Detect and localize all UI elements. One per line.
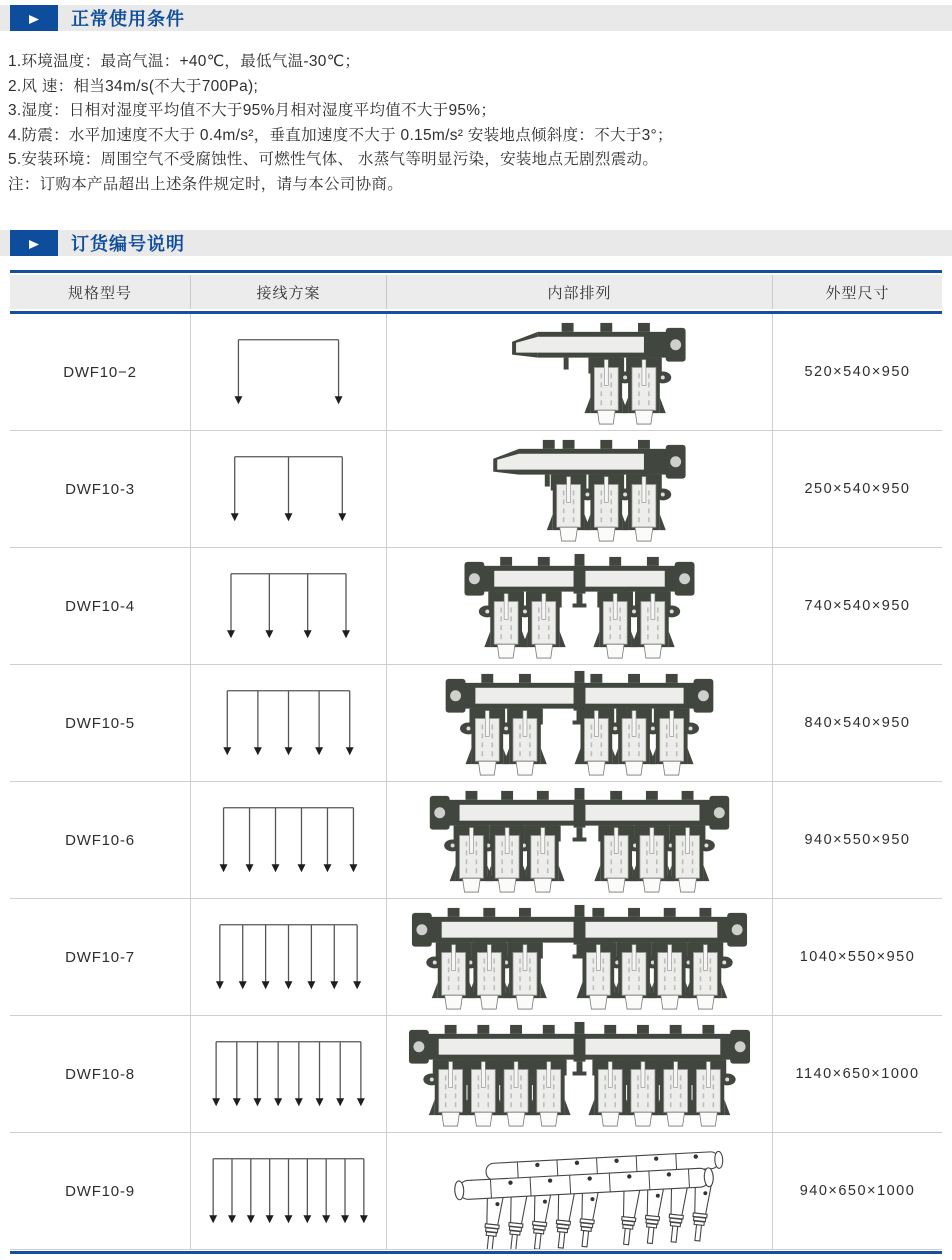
- wiring-cell: [190, 314, 386, 430]
- wiring-cell: [190, 431, 386, 547]
- wiring-svg: [191, 899, 386, 1015]
- arrangement-cell: [386, 782, 772, 898]
- dimensions-cell: [772, 665, 942, 781]
- arrangement-cell: [386, 1133, 772, 1249]
- condition-line: 3.湿度：日相对湿度平均值不大于95%月相对湿度平均值不大于95%；: [8, 102, 497, 119]
- arrangement-cell: [386, 431, 772, 547]
- wiring-cell: [190, 782, 386, 898]
- model-label: DWF10-6: [65, 831, 135, 849]
- condition-line: 2.风 速：相当34m/s(不大于700Pa);: [8, 77, 259, 95]
- usage-conditions-list: [8, 50, 944, 197]
- dimensions-cell: [772, 1133, 942, 1249]
- arrangement-cell: [386, 314, 772, 430]
- dimensions-label: 1140×650×1000: [795, 1066, 920, 1082]
- product-illustration: [387, 1133, 772, 1249]
- model-label: DWF10−2: [63, 363, 137, 381]
- product-illustration: [387, 1016, 772, 1132]
- table-row-dwf10-9: [10, 1133, 942, 1250]
- wiring-diagram: [191, 782, 386, 898]
- section-marker: [10, 230, 58, 256]
- illustration-svg: [387, 314, 772, 430]
- wiring-cell: [190, 899, 386, 1015]
- dimensions-label: 940×550×950: [804, 832, 911, 848]
- dimensions-label: 840×540×950: [804, 715, 911, 731]
- header-dimensions: 外型尺寸: [772, 275, 942, 309]
- section-header-ordering: [0, 230, 952, 256]
- condition-line: 4.防震：水平加速度不大于 0.4m/s²，垂直加速度不大于 0.15m/s² 安装地点倾斜度：不大于3°；: [8, 126, 673, 144]
- model-label: DWF10-4: [65, 597, 135, 615]
- table-row-dwf10-3: [10, 431, 942, 548]
- model-cell: [10, 1133, 190, 1249]
- table-top-border: [10, 270, 942, 273]
- dimensions-label: 740×540×950: [804, 598, 911, 614]
- model-label: DWF10-9: [65, 1182, 135, 1200]
- table-row-dwf10-2: [10, 314, 942, 431]
- wiring-diagram: [191, 314, 386, 430]
- header-model: 规格型号: [67, 284, 132, 302]
- product-illustration: [387, 899, 772, 1015]
- wiring-diagram: [191, 665, 386, 781]
- dimensions-cell: [772, 782, 942, 898]
- model-label: DWF10-8: [65, 1065, 135, 1083]
- wiring-svg: [191, 314, 386, 430]
- dimensions-cell: [772, 314, 942, 430]
- table-row-dwf10-4: [10, 548, 942, 665]
- play-arrow-icon: ▶: [29, 11, 39, 25]
- model-cell: [10, 548, 190, 664]
- illustration-svg: [387, 548, 772, 664]
- table-row-dwf10-7: [10, 899, 942, 1016]
- product-illustration: [387, 548, 772, 664]
- model-label: DWF10-3: [65, 480, 135, 498]
- product-illustration: [387, 782, 772, 898]
- dimensions-label: 1040×550×950: [799, 949, 916, 965]
- model-label: DWF10-5: [65, 714, 135, 732]
- wiring-cell: [190, 1133, 386, 1249]
- table-row-dwf10-5: [10, 665, 942, 782]
- dimensions-cell: [772, 1016, 942, 1132]
- product-illustration: [387, 431, 772, 547]
- dimensions-label: 520×540×950: [804, 364, 911, 380]
- arrangement-cell: [386, 899, 772, 1015]
- illustration-svg: [387, 1016, 772, 1132]
- model-cell: [10, 314, 190, 430]
- play-arrow-icon: ▶: [29, 236, 39, 250]
- section-header-usage: [0, 5, 952, 31]
- model-cell: [10, 899, 190, 1015]
- condition-line: 1.环境温度：最高气温：+40℃，最低气温-30℃；: [8, 53, 361, 70]
- arrangement-cell: [386, 665, 772, 781]
- illustration-svg: [387, 899, 772, 1015]
- product-illustration: [387, 665, 772, 781]
- wiring-svg: [191, 1133, 386, 1249]
- table-bottom-border: [10, 1251, 942, 1254]
- section-title-ordering: 订货编号说明: [71, 234, 185, 254]
- wiring-diagram: [191, 1133, 386, 1249]
- wiring-cell: [190, 548, 386, 664]
- wiring-svg: [191, 431, 386, 547]
- dimensions-label: 250×540×950: [804, 481, 911, 497]
- product-illustration: [387, 314, 772, 430]
- table-row-dwf10-8: [10, 1016, 942, 1133]
- header-arrangement: 内部排列: [386, 275, 772, 309]
- model-label: DWF10-7: [65, 948, 135, 966]
- table-row-dwf10-6: [10, 782, 942, 899]
- dimensions-label: 940×650×1000: [799, 1183, 916, 1199]
- table-header-row: [10, 275, 942, 309]
- wiring-diagram: [191, 431, 386, 547]
- wiring-svg: [191, 782, 386, 898]
- header-wiring: 接线方案: [190, 275, 386, 309]
- wiring-svg: [191, 665, 386, 781]
- arrangement-cell: [386, 1016, 772, 1132]
- model-cell: [10, 1016, 190, 1132]
- illustration-svg: [387, 431, 772, 547]
- wiring-cell: [190, 1016, 386, 1132]
- model-cell: [10, 782, 190, 898]
- spec-table: [10, 270, 942, 1254]
- model-cell: [10, 431, 190, 547]
- wiring-svg: [191, 1016, 386, 1132]
- wiring-cell: [190, 665, 386, 781]
- wiring-diagram: [191, 899, 386, 1015]
- wiring-diagram: [191, 548, 386, 664]
- illustration-svg: [387, 782, 772, 898]
- dimensions-cell: [772, 431, 942, 547]
- condition-line: 5.安装环境：周围空气不受腐蚀性、可燃性气体、 水蒸气等明显污染，安装地点无剧烈震动。: [8, 151, 659, 168]
- illustration-svg: [387, 1133, 772, 1249]
- illustration-svg: [387, 665, 772, 781]
- dimensions-cell: [772, 548, 942, 664]
- wiring-diagram: [191, 1016, 386, 1132]
- section-marker: [10, 5, 58, 31]
- condition-note: 注：订购本产品超出上述条件规定时，请与本公司协商。: [8, 175, 404, 193]
- section-title-usage: 正常使用条件: [71, 9, 185, 29]
- model-cell: [10, 665, 190, 781]
- arrangement-cell: [386, 548, 772, 664]
- dimensions-cell: [772, 899, 942, 1015]
- wiring-svg: [191, 548, 386, 664]
